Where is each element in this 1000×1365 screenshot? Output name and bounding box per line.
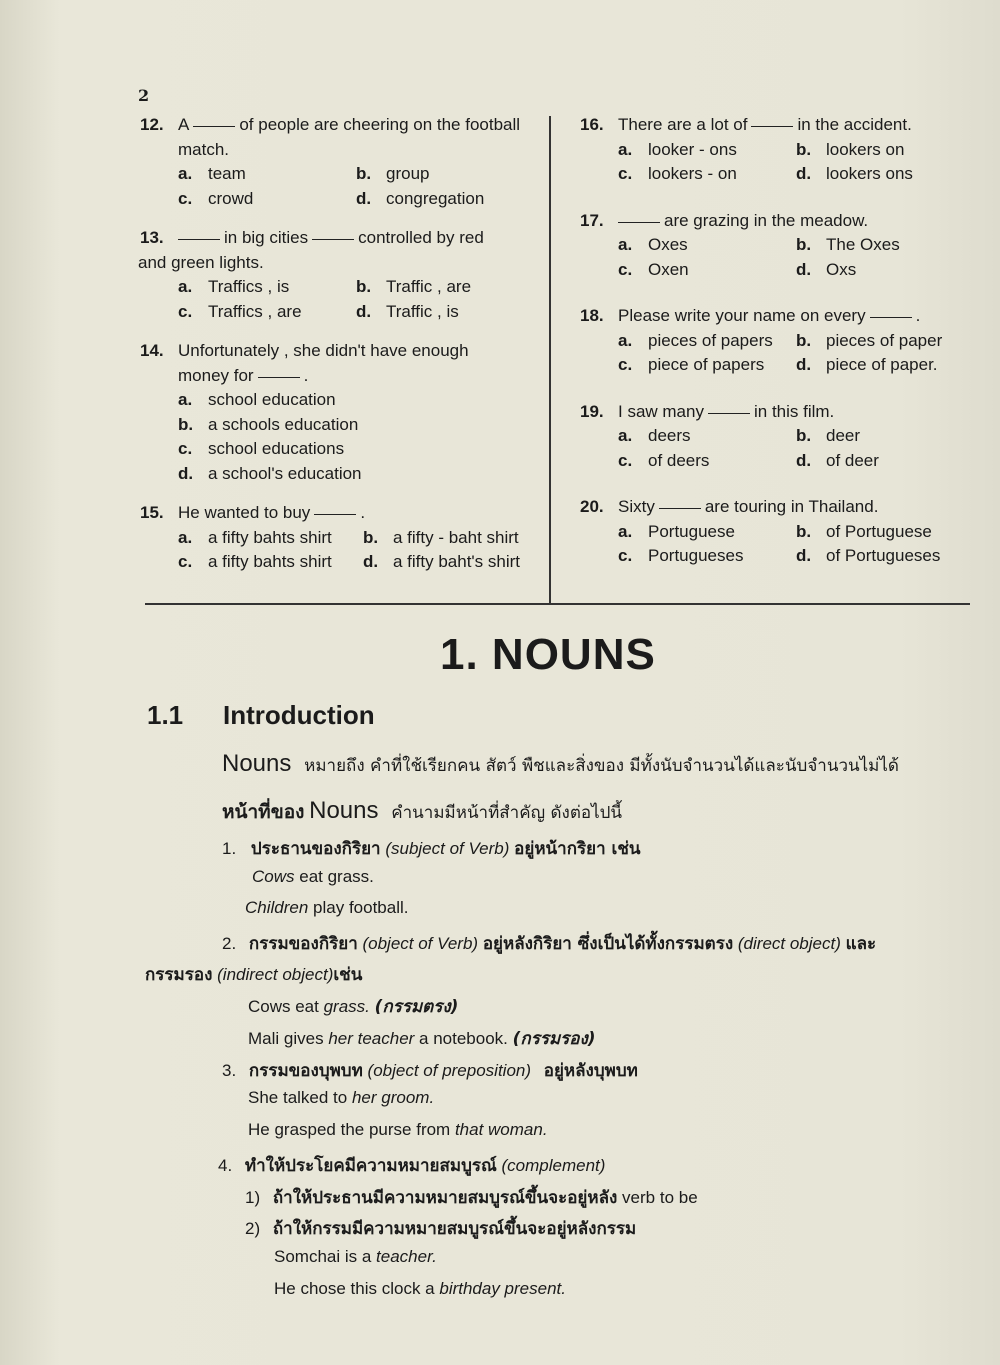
option-d: d. of deer: [796, 450, 879, 470]
option-d: d. congregation: [356, 188, 485, 208]
example-line: He chose this clock a birthday present.: [274, 1279, 566, 1298]
option-c: c. a fifty bahts shirt: [178, 552, 332, 571]
option-a: a. Traffics , is: [178, 277, 290, 296]
sub-item-2: 2) ถ้าให้กรรมมีความหมายสมบูรณ์ขึ้นจะอยู่หลังกรรม: [245, 1219, 637, 1239]
answer-blank: [618, 222, 660, 223]
answer-blank: [314, 514, 356, 515]
answer-options: [140, 526, 535, 575]
question-14: 14. Unfortunately , she didn't have enough money for . a. school education b. a schools education c. school educations d. a school's education: [140, 339, 535, 486]
example-line: She talked to her groom.: [248, 1088, 435, 1107]
option-b: b. group: [356, 164, 430, 183]
option-c: c. Oxen: [618, 259, 689, 279]
option-d: d. Traffic , is: [356, 301, 459, 321]
answer-blank: [751, 126, 793, 127]
answer-options: [580, 329, 975, 378]
option-b: b. deer: [796, 426, 861, 445]
answer-blank: [258, 377, 300, 378]
answer-blank: [708, 413, 750, 414]
function-item-4: 4. ทำให้ประโยคมีความหมายสมบูรณ์ (complement): [218, 1156, 606, 1176]
question-number: 18.: [580, 306, 604, 325]
intro-paragraph: Nouns หมายถึง คำที่ใช้เรียกคน สัตว์ พืชและสิ่งของ มีทั้งนับจำนวนได้และนับจำนวนไม่ได้: [222, 750, 899, 777]
function-item-2: 2. กรรมของกิริยา (object of Verb) อยู่หลังกิริยา ซึ่งเป็นได้ทั้งกรรมตรง (direct object) และ: [222, 934, 877, 954]
example-line: Children play football.: [245, 898, 409, 917]
page-number: 2: [138, 86, 150, 105]
question-19: 19. I saw many in this film. a. deers b. deer c. of deers d. of deer: [580, 400, 975, 474]
option-c: c. piece of papers: [618, 355, 765, 374]
option-a: a. a fifty bahts shirt: [178, 527, 332, 547]
sub-item-1: 1) ถ้าให้ประธานมีความหมายสมบูรณ์ขึ้นจะอยู่หลัง verb to be: [245, 1188, 698, 1208]
question-number: 12.: [140, 115, 164, 134]
answer-options: [580, 424, 975, 473]
option-b: b. a fifty - baht shirt: [363, 527, 519, 547]
questions-left-column: [140, 113, 535, 590]
option-c: c. of deers: [618, 450, 710, 470]
option-d: d. a school's education: [178, 463, 362, 483]
example-line: Somchai is a teacher.: [274, 1247, 437, 1266]
question-number: 15.: [140, 503, 164, 522]
question-18: 18. Please write your name on every . a. pieces of papers b. pieces of paper c. piece of papers d. piece of paper.: [580, 304, 975, 378]
option-d: d. a fifty baht's shirt: [363, 552, 521, 571]
option-c: c. school educations: [178, 439, 345, 458]
example-line: Cows eat grass.: [252, 867, 374, 886]
function-item-2-cont: กรรมรอง (indirect object)เช่น: [145, 965, 363, 985]
option-b: b. Traffic , are: [356, 277, 472, 296]
answer-options: [580, 138, 975, 187]
option-a: a. Portuguese: [618, 521, 735, 541]
option-a: a. deers: [618, 426, 691, 445]
option-d: d. of Portugueses: [796, 546, 941, 565]
option-c: c. crowd: [178, 188, 254, 208]
option-a: a. Oxes: [618, 235, 688, 254]
option-b: b. pieces of paper: [796, 330, 943, 350]
section-divider: [145, 603, 970, 605]
answer-options: [140, 162, 535, 211]
answer-options: [580, 233, 975, 282]
answer-blank: [312, 239, 354, 240]
option-b: b. lookers on: [796, 139, 905, 159]
answer-blank: [659, 508, 701, 509]
question-number: 19.: [580, 401, 604, 421]
option-d: d. lookers ons: [796, 164, 913, 183]
option-d: d. Oxs: [796, 259, 857, 279]
section-title: Introduction: [223, 700, 375, 730]
question-15: 15. He wanted to buy . a. a fifty bahts shirt b. a fifty - baht shirt c. a fifty bahts shirt d. a fifty baht's shirt: [140, 501, 535, 575]
answer-blank: [193, 126, 235, 127]
chapter-title: 1. NOUNS: [440, 630, 656, 679]
option-b: b. a schools education: [178, 414, 359, 434]
option-a: a. pieces of papers: [618, 330, 773, 350]
option-d: d. piece of paper.: [796, 355, 938, 374]
question-17: 17. are grazing in the meadow. a. Oxes b. The Oxes c. Oxen d. Oxs: [580, 209, 975, 283]
answer-blank: [178, 239, 220, 240]
question-number: 17.: [580, 210, 604, 230]
option-c: c. lookers - on: [618, 164, 737, 183]
question-16: 16. There are a lot of in the accident. a. looker - ons b. lookers on c. lookers - on d. lookers ons: [580, 113, 975, 187]
option-c: c. Portugueses: [618, 546, 744, 565]
question-number: 16.: [580, 115, 604, 134]
functions-heading: หน้าที่ของ Nouns คำนามมีหน้าที่สำคัญ ดังต่อไปนี้: [222, 797, 623, 824]
example-line: Mali gives her teacher a notebook. (กรรมรอง): [248, 1029, 596, 1049]
answer-options: [140, 275, 535, 324]
answer-options: [140, 388, 535, 486]
option-a: a. looker - ons: [618, 139, 737, 159]
section-number: 1.1: [147, 700, 184, 730]
column-divider: [549, 116, 551, 604]
answer-options: [580, 520, 975, 569]
questions-right-column: [580, 113, 975, 584]
answer-blank: [870, 317, 912, 318]
term-nouns: Nouns: [222, 750, 292, 777]
question-12: 12. A of people are cheering on the football match. a. team b. group c. crowd d. congregation: [140, 113, 535, 211]
option-b: b. The Oxes: [796, 235, 900, 254]
option-b: b. of Portuguese: [796, 521, 932, 541]
question-13: 13. in big cities controlled by red and green lights. a. Traffics , is b. Traffic , are c. Traffics , are d. Traffic , is: [140, 226, 535, 324]
question-20: 20. Sixty are touring in Thailand. a. Portuguese b. of Portuguese c. Portugueses d. of Portugueses: [580, 495, 975, 569]
function-item-1: 1. ประธานของกิริยา (subject of Verb) อยู่หน้ากริยา เช่น: [222, 839, 641, 859]
question-number: 14.: [140, 341, 164, 360]
function-item-3: 3. กรรมของบุพบท (object of preposition) อยู่หลังบุพบท: [222, 1061, 638, 1081]
question-number: 13.: [140, 228, 164, 247]
option-a: a. school education: [178, 390, 336, 409]
example-line: Cows eat grass. (กรรมตรง): [248, 997, 459, 1017]
example-line: He grasped the purse from that woman.: [248, 1120, 548, 1139]
question-number: 20.: [580, 497, 604, 516]
option-c: c. Traffics , are: [178, 301, 302, 321]
option-a: a. team: [178, 164, 246, 183]
